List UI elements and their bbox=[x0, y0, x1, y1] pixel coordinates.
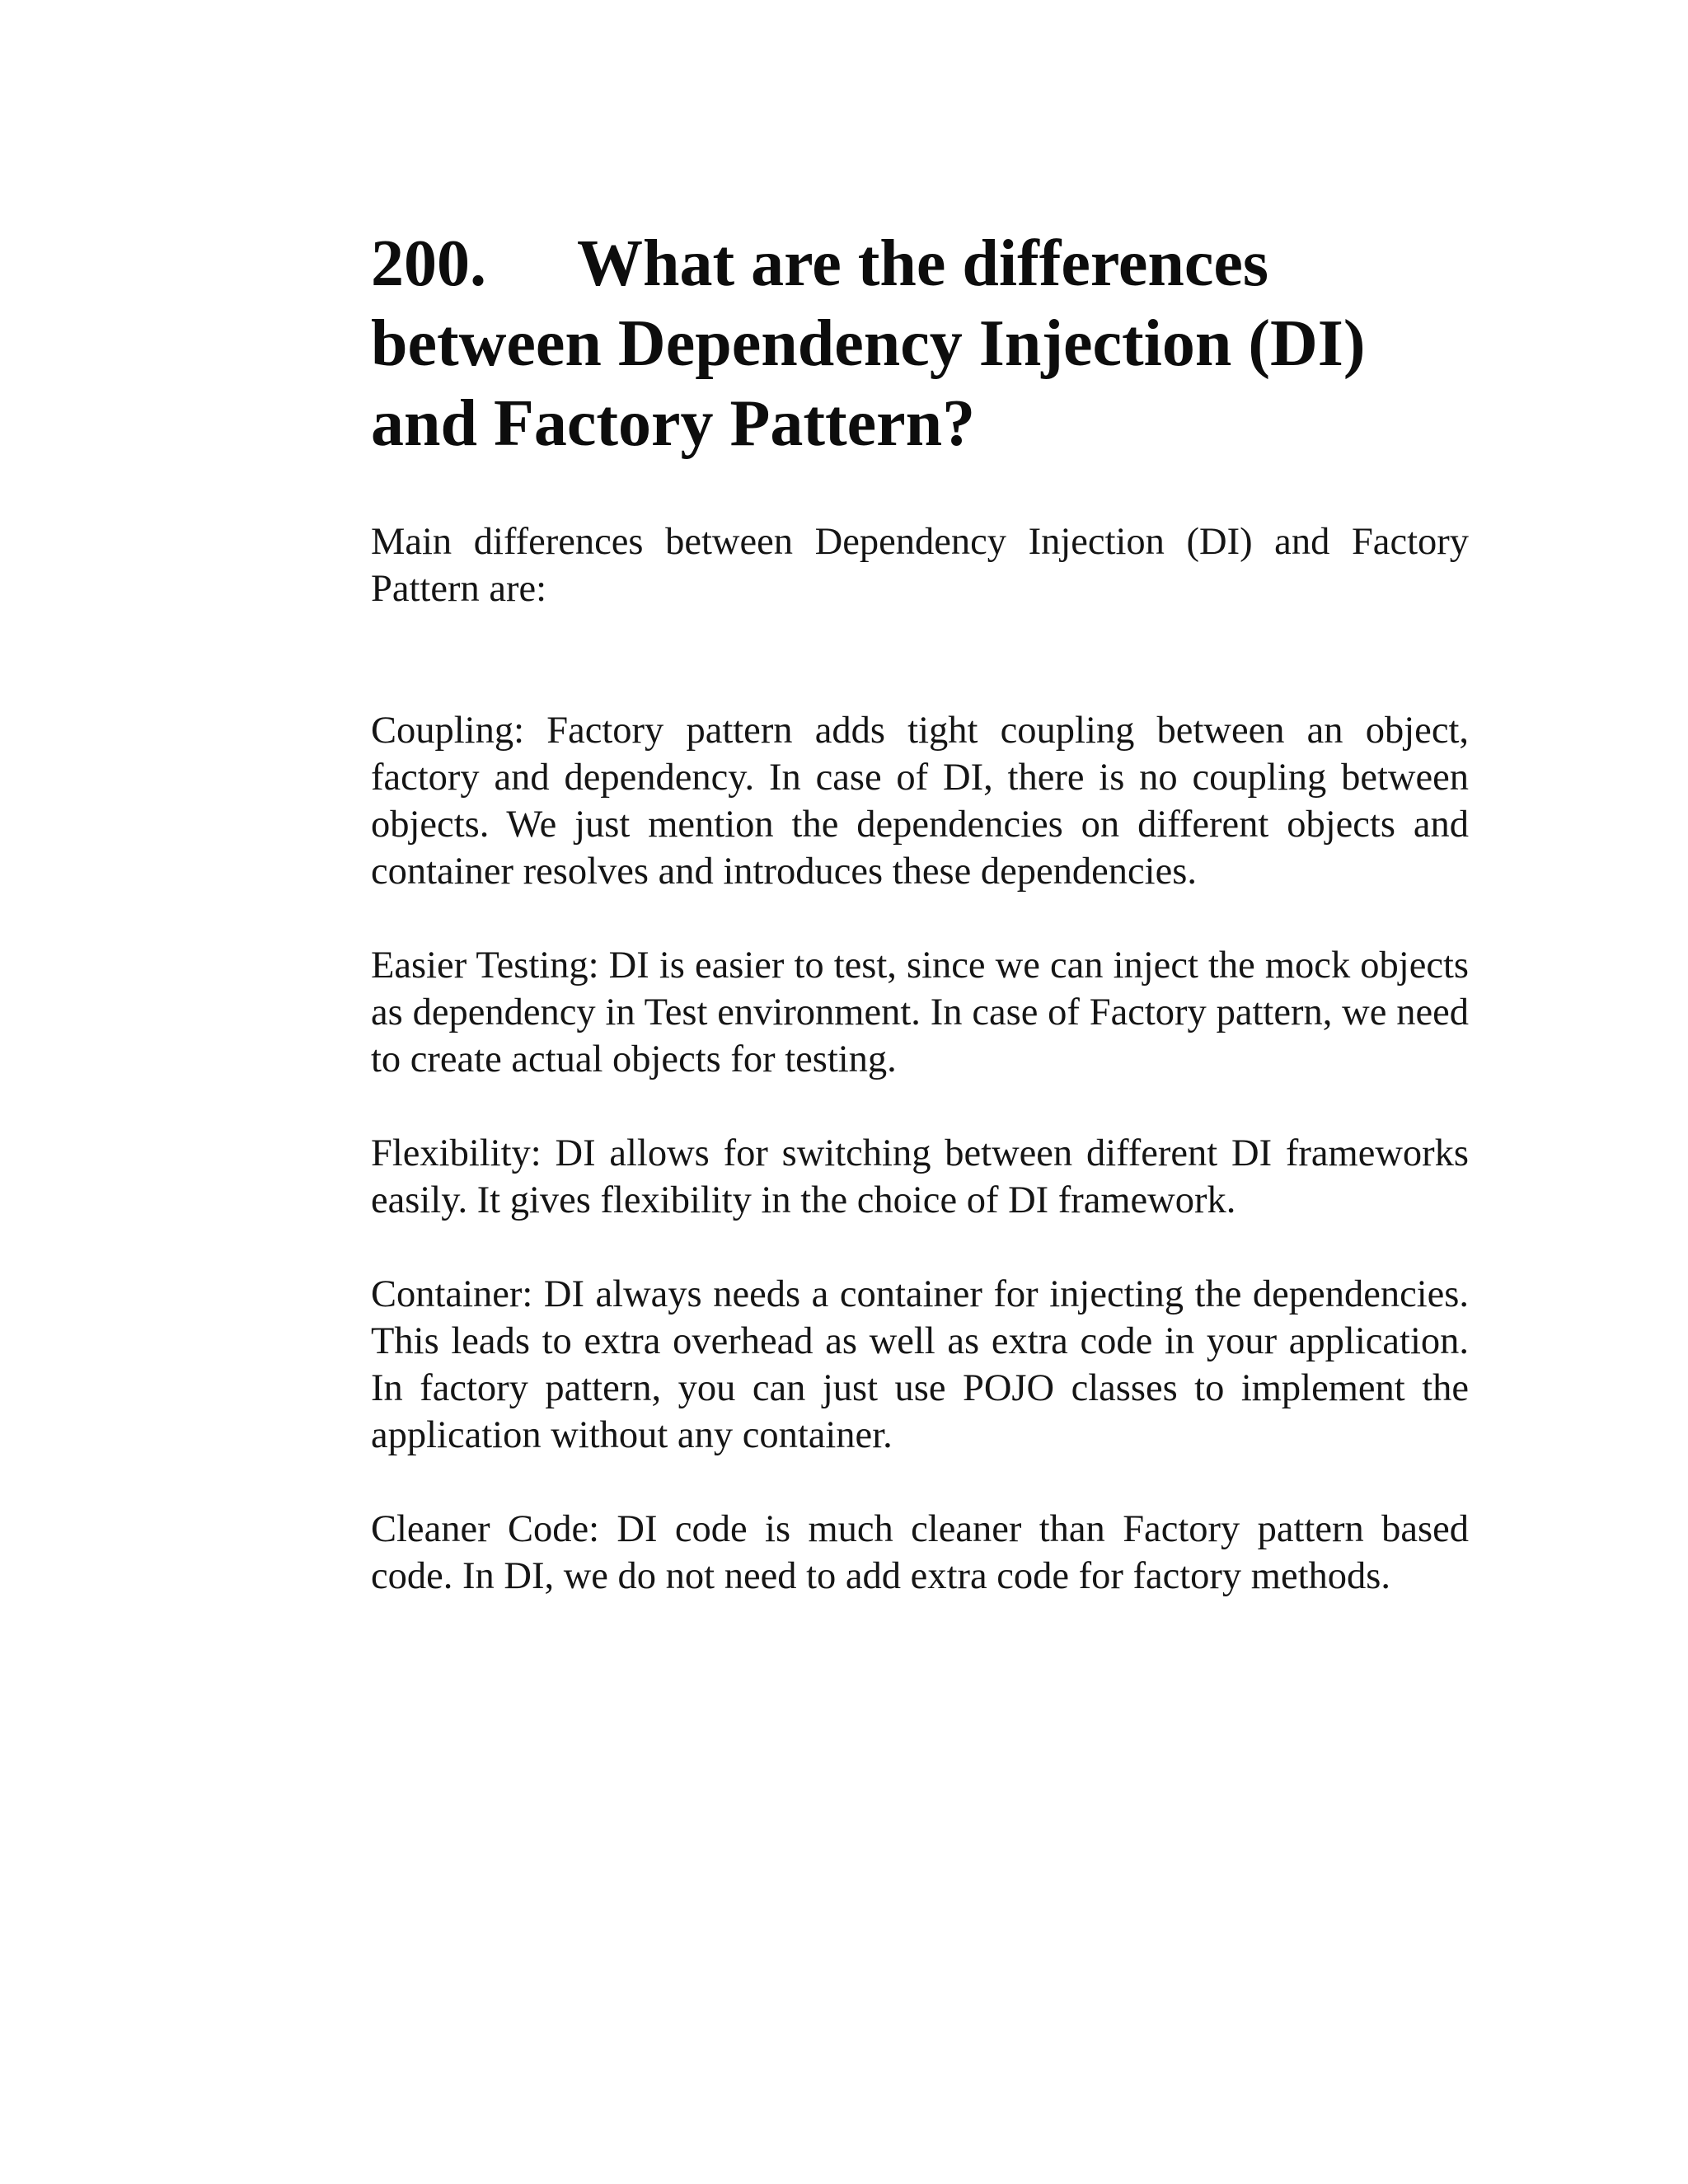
point-flexibility: Flexibility: DI allows for switching between different DI frameworks easily. It gives flexibility in the choice of DI framework. bbox=[371, 1132, 1469, 1221]
point-container: Container: DI always needs a container for injecting the dependencies. This leads to extra overhead as well as extra code in your application. In factory pattern, you can just use POJO classes to implement the application without any container. bbox=[371, 1273, 1469, 1456]
question-heading bbox=[371, 224, 1469, 464]
question-number: 200. bbox=[371, 227, 486, 300]
point-cleaner-code: Cleaner Code: DI code is much cleaner than Factory pattern based code. In DI, we do not need to add extra code for factory methods. bbox=[371, 1508, 1469, 1597]
page-content bbox=[371, 224, 1469, 1647]
point-easier-testing: Easier Testing: DI is easier to test, since we can inject the mock objects as dependency in Test environment. In case of Factory pattern, we need to create actual objects for testing. bbox=[371, 944, 1469, 1080]
point-coupling: Coupling: Factory pattern adds tight coupling between an object, factory and dependency. In case of DI, there is no coupling between objects. We just mention the dependencies on different objects and container resolves and introduces these dependencies. bbox=[371, 710, 1469, 893]
intro-paragraph: Main differences between Dependency Injection (DI) and Factory Pattern are: bbox=[371, 521, 1469, 610]
question-text: What are the differences between Dependency Injection (DI) and Factory Pattern? bbox=[371, 227, 1366, 460]
